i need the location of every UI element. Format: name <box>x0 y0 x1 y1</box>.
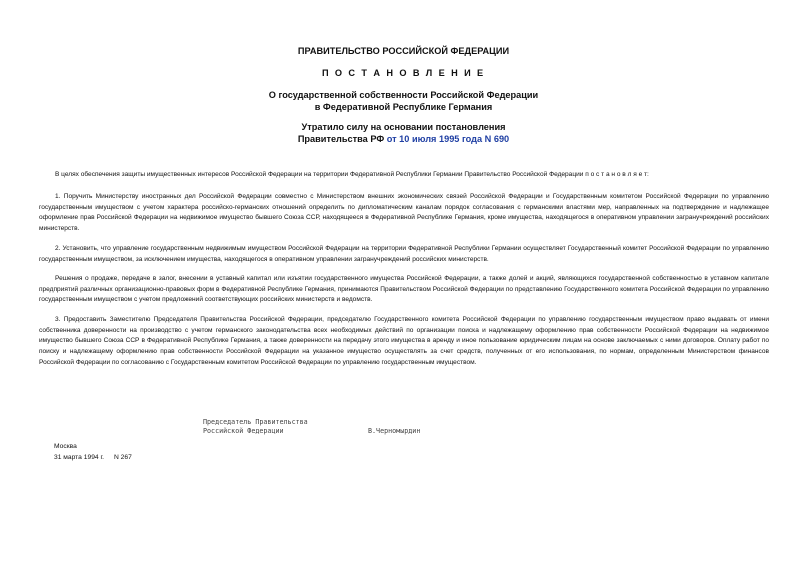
clause-3-paragraph: 3. Предоставить Заместителю Председателя Правительства Российской Федерации, председателю Государственного комитета Российской Федерации по управлению государственным имуществом право выдавать от имени собственника доверенности на производство с учетом германского законодательства всех необходимых действий по организации поиска и надлежащему оформлению прав собственности Российской Федерации на недвижимое имущество бывшего Союза ССР в Федеративной Республике Германия, а также доверенности на передачу этого имущества в аренду и иное пользование юридическим лицам на основе заключаемых с ними договоров. Оплату работ по поиску и надлежащему оформлению прав собственности Российской Федерации на указанное имущество осуществлять за счет средств, полученных от его использования, по нормам, определенным Министерством финансов Российской Федерации по согласованию с Государственным комитетом Российской Федерации по управлению государственным имуществом. <box>39 316 769 366</box>
clause-2-continuation-paragraph: Решения о продаже, передаче в залог, внесении в уставный капитал или изъятии государственного имущества Российской Федерации, а также долей и акций, являющихся государственной собственностью в уставном капитале предприятий различных организационно-правовых форм в Федеративной Республике Германия, принимаются Правительством Российской Федерации по представлению Государственного комитета Российской Федерации по управлению государственным имуществом с учетом предложений соответствующих российских министерств и ведомств. <box>39 275 769 304</box>
repeal-notice-line-2 <box>0 133 807 145</box>
preamble-paragraph: В целях обеспечения защиты имущественных интересов Российской Федерации на территории Федеративной Республики Германии Правительство Российской Федерации п о с т а н о в л я е т: <box>55 171 649 178</box>
issuing-authority: ПРАВИТЕЛЬСТВО РОССИЙСКОЙ ФЕДЕРАЦИИ <box>297 46 510 56</box>
decree-number: N 267 <box>113 454 132 461</box>
place-of-signing: Москва <box>54 443 77 450</box>
document-type: П О С Т А Н О В Л Е Н И Е <box>321 68 486 78</box>
document-title <box>0 89 807 113</box>
signatory-title-line-2: Российской Федерации <box>203 427 284 435</box>
repealing-decree-link[interactable]: от 10 июля 1995 года N 690 <box>386 134 510 144</box>
repeal-notice-line-1: Утратило силу на основании постановления <box>301 122 506 132</box>
signing-details <box>54 453 132 462</box>
repeal-notice-prefix: Правительства РФ <box>297 134 387 144</box>
clause-2-paragraph: 2. Установить, что управление государственным недвижимым имуществом Российской Федерации на территории Федеративной Республики Германии осуществляет Государственный комитет Российской Федерации по управлению государственным имуществом, за исключением имущества, находящегося в оперативном управлении загранучреждений российских министерств. <box>39 245 769 263</box>
title-line-1: О государственной собственности Российской Федерации <box>268 90 539 100</box>
signatory-title-line-1: Председатель Правительства <box>203 418 308 426</box>
clause-1-paragraph: 1. Поручить Министерству иностранных дел Российской Федерации совместно с Министерством внешних экономических связей Российской Федерации и Государственным комитетом Российской Федерации по управлению государственным имуществом с учетом характера российско-германских отношений определить по дипломатическим каналам порядок согласования с германскими властями мер, направленных на подтверждение и надлежащее оформление прав Российской Федерации на недвижимое имущество бывшего Союза ССР, находящееся в Федеративной Республике Германия, кроме имущества, находящегося в оперативном управлении загранучреждений российских министерств. <box>39 193 769 233</box>
signatory-name: В.Черномырдин <box>368 427 421 435</box>
repeal-notice <box>0 121 807 145</box>
title-line-2: в Федеративной Республике Германия <box>314 102 493 112</box>
signing-date: 31 марта 1994 г. <box>54 454 104 461</box>
